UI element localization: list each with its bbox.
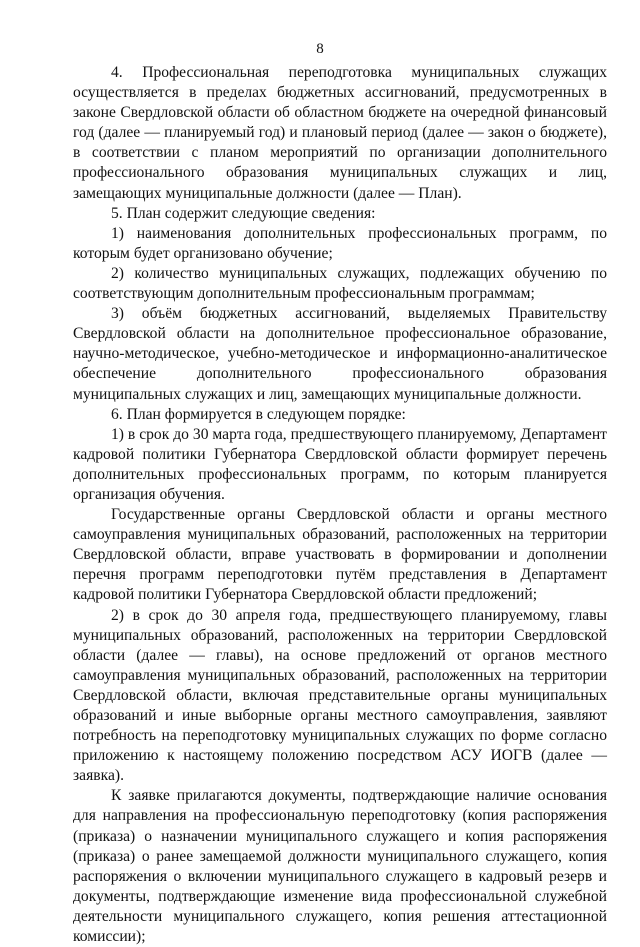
paragraph-5-item-1: 1) наименования дополнительных профессиональных программ, по которым будет организовано обучение; (73, 224, 607, 262)
page-number: 8 (316, 41, 324, 57)
paragraph-6-plan-order: 6. План формируется в следующем порядке: (111, 405, 406, 423)
paragraph-5-item-2: 2) количество муниципальных служащих, подлежащих обучению по соответствующим дополнительным профессиональным программам; (73, 264, 607, 303)
paragraph-4-professional-retraining: 4. Профессиональная переподготовка муниципальных служащих осуществляется в пределах бюджетных ассигнований, предусмотренных в законе Свердловской области об областном бюджете на очередной финансовый год (далее — планируемый год) и плановый период (далее — закон о бюджете), в соответствии с планом мероприятий по организации дополнительного профессионального образования муниципальных служащих и лиц, замещающих муниципальные должности (далее — План). (73, 64, 607, 202)
paragraph-6-item-2: 2) в срок до 30 апреля года, предшествующего планируемому, главы муниципальных образований, расположенных на территории Свердловской области (далее — главы), на основе предложений от органов местного самоуправления муниципальных образований, расположенных на территории Свердловской области, включая представительные органы муниципальных образований и иные выборные органы местного самоуправления, заявляют потребность на переподготовку муниципальных служащих по форме согласно приложению к настоящему положению посредством АСУ ИОГВ (далее — заявка). (73, 606, 607, 785)
paragraph-application-documents: К заявке прилагаются документы, подтверждающие наличие основания для направления на профессиональную переподготовку (копия распоряжения (приказа) о назначении муниципального служащего и копия распоряжения (приказа) о ранее замещаемой должности муниципального служащего, копия распоряжения о включении муниципального служащего в кадровый резерв и документы, подтверждающие изменение вида профессиональной служебной деятельности муниципального служащего, копия решения аттестационной комиссии); (73, 787, 607, 946)
paragraph-5-plan-contents: 5. План содержит следующие сведения: (111, 204, 376, 222)
paragraph-state-bodies: Государственные органы Свердловской области и органы местного самоуправления муниципальных образований, расположенных на территории Свердловской области, вправе участвовать в формировании и дополнении перечня программ переподготовки путём представления в Департамент кадровой политики Губернатора Свердловской области предложений; (73, 506, 607, 604)
document-body (73, 63, 607, 947)
paragraph-5-item-3: 3) объём бюджетных ассигнований, выделяемых Правительству Свердловской области на дополнительное профессиональное образование, научно-методическое, учебно-методическое и информационно-аналитическое обеспечение дополнительного профессионального образования муниципальных служащих и лиц, замещающих муниципальные должности. (73, 305, 607, 403)
paragraph-6-item-1: 1) в срок до 30 марта года, предшествующего планируемому, Департамент кадровой политики Губернатора Свердловской области формирует перечень дополнительных профессиональных программ, по которым планируется организация обучения. (73, 425, 607, 503)
